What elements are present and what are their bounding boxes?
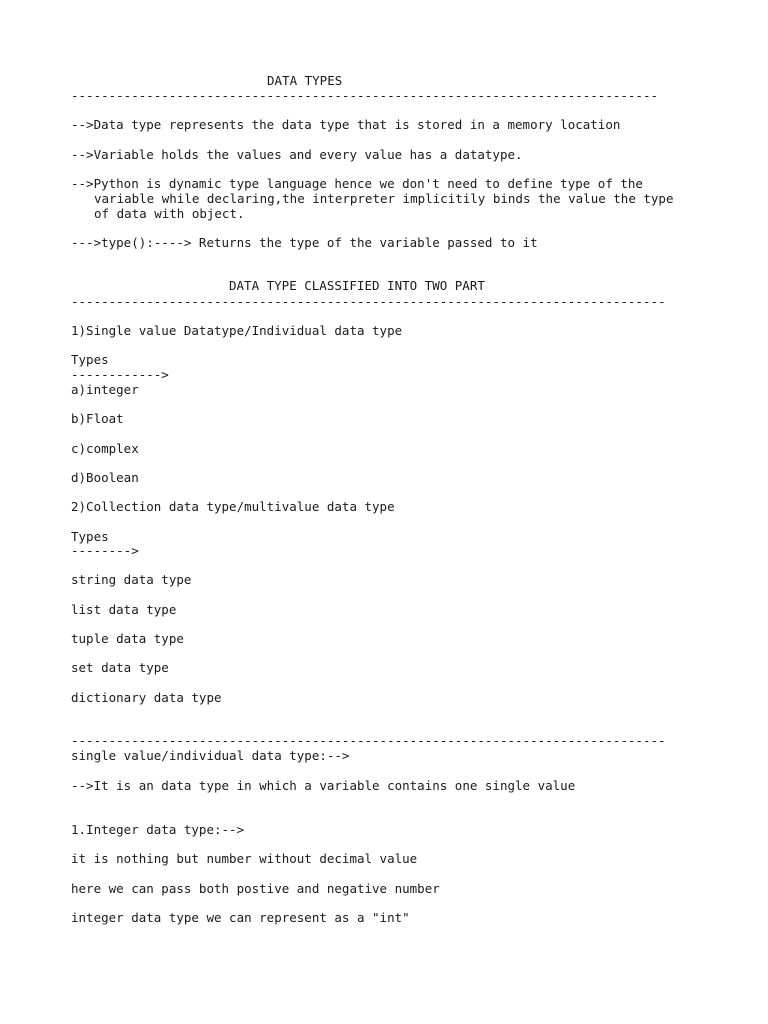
divider-rule: ------------------------------------------------------------------------------ <box>71 88 658 103</box>
single-value-title: 1)Single value Datatype/Individual data type <box>71 323 403 338</box>
list-item: c)complex <box>71 441 139 456</box>
integer-line: here we can pass both postive and negative number <box>71 881 440 896</box>
types-arrow: --------> <box>71 543 139 558</box>
list-item: tuple data type <box>71 631 184 646</box>
heading-classified: DATA TYPE CLASSIFIED INTO TWO PART <box>229 278 485 293</box>
list-item: list data type <box>71 602 177 617</box>
list-item: dictionary data type <box>71 690 222 705</box>
single-value-section-desc: -->It is an data type in which a variable contains one single value <box>71 778 576 793</box>
list-item: a)integer <box>71 382 139 397</box>
types-arrow: ------------> <box>71 367 169 382</box>
intro-line-data-type: -->Data type represents the data type that is stored in a memory location <box>71 117 621 132</box>
list-item: set data type <box>71 660 169 675</box>
divider-rule: ------------------------------------------------------------------------------- <box>71 733 666 748</box>
types-label: Types <box>71 529 109 544</box>
integer-section-title: 1.Integer data type:--> <box>71 822 245 837</box>
integer-line: it is nothing but number without decimal value <box>71 851 418 866</box>
collection-title: 2)Collection data type/multivalue data type <box>71 499 395 514</box>
intro-line-python: -->Python is dynamic type language hence we don't need to define type of the <box>71 176 643 191</box>
intro-line-python-cont: variable while declaring,the interpreter implicitily binds the value the type <box>94 191 674 206</box>
list-item: b)Float <box>71 411 124 426</box>
list-item: string data type <box>71 572 192 587</box>
heading-data-types: DATA TYPES <box>267 73 343 88</box>
intro-line-type-function: --->type():----> Returns the type of the variable passed to it <box>71 235 538 250</box>
intro-line-python-cont: of data with object. <box>94 206 245 221</box>
integer-line: integer data type we can represent as a "int" <box>71 910 410 925</box>
divider-rule: ------------------------------------------------------------------------------- <box>71 294 666 309</box>
single-value-section-title: single value/individual data type:--> <box>71 748 350 763</box>
list-item: d)Boolean <box>71 470 139 485</box>
intro-line-variable: -->Variable holds the values and every value has a datatype. <box>71 147 523 162</box>
types-label: Types <box>71 352 109 367</box>
